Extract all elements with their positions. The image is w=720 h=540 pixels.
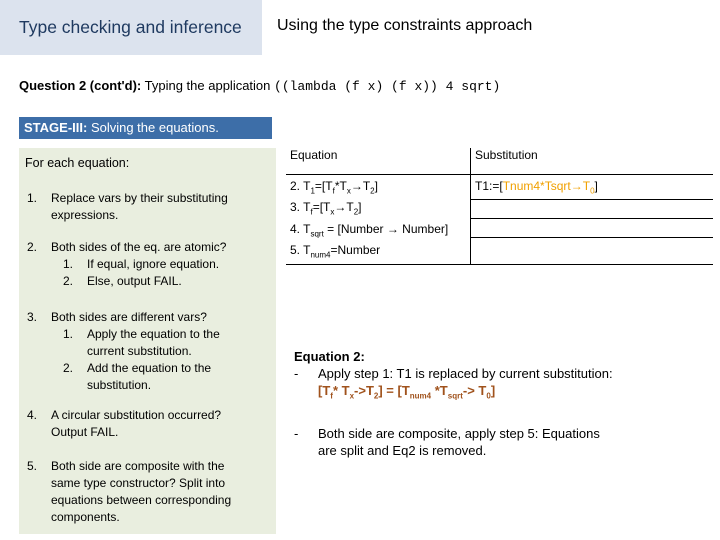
step-text: A circular substitution occurred? Output FAIL.: [51, 408, 222, 439]
explanation-step-1: - Apply step 1: T1 is replaced by current substitution: [$T_f*$ $T_x->T_2] = [T_{num4}$ $*T_{sqrt}-> T_0$]: [294, 366, 613, 401]
equation-3: 3. $T_f=[T_x\to T_2]$: [290, 200, 362, 217]
question-line: [19, 78, 500, 94]
step-text: Both side are composite with the same type constructor? Split into equations between corresponding components.: [51, 459, 232, 524]
equation-4: 4. $T_{sqrt}$ = [Number → Number]: [290, 221, 449, 239]
step-text: Both sides are different vars?: [51, 310, 207, 324]
step-number: 4.: [27, 408, 38, 422]
question-text: Typing the application: [144, 78, 271, 93]
header-right-title: Using the type constraints approach: [277, 17, 533, 34]
panel-title: For each equation:: [25, 156, 130, 170]
equations-table: [286, 148, 713, 265]
explanation-title: Equation 2:: [294, 349, 365, 364]
explanation-step-2: - Both side are composite, apply step 5: Equations are split and Eq2 is removed.: [294, 425, 600, 458]
explanation-formula: [$T_f*$ $T_x->T_2] = [T_{num4}$ $*T_{sqrt}-> T_0$]: [318, 383, 496, 401]
question-label: Question 2 (cont'd):: [19, 78, 142, 93]
step-number: 3.: [27, 310, 38, 324]
substep: 1. Apply the equation to the current substitution.: [63, 327, 220, 358]
header-left-title: Type checking and inference: [19, 17, 242, 37]
step-number: 1.: [27, 191, 38, 205]
step-text: Both sides of the eq. are atomic?: [51, 240, 227, 254]
header-equation: Equation: [286, 148, 471, 175]
equation-2: 2. $T_1=[T_f*T_x\to T_2]$: [290, 179, 378, 196]
stage-text: Solving the equations.: [90, 120, 219, 135]
substep: 1. If equal, ignore equation.: [63, 257, 220, 271]
substitution-cell: [471, 175, 714, 265]
stage-label: STAGE-III:: [24, 120, 88, 135]
substep: 2. Add the equation to the substitution.: [63, 361, 212, 392]
question-code: ((lambda (f x) (f x)) 4 sqrt): [274, 79, 501, 94]
step-number: 2.: [27, 240, 38, 254]
equation-2-explanation: [294, 348, 714, 459]
substitution-1: $T1:=[Tnum4*Tsqrt\to T_0]$: [475, 179, 598, 196]
equation-5: 5. $T_{num4}=Number$: [290, 243, 381, 260]
stage-banner: [19, 117, 272, 139]
step-text: Replace vars by their substituting expressions.: [51, 191, 228, 222]
substep: 2. Else, output FAIL.: [63, 274, 182, 288]
step-number: 5.: [27, 459, 38, 473]
equation-cell: [286, 175, 471, 265]
header-substitution: Substitution: [471, 148, 714, 175]
algorithm-panel: [19, 148, 276, 534]
